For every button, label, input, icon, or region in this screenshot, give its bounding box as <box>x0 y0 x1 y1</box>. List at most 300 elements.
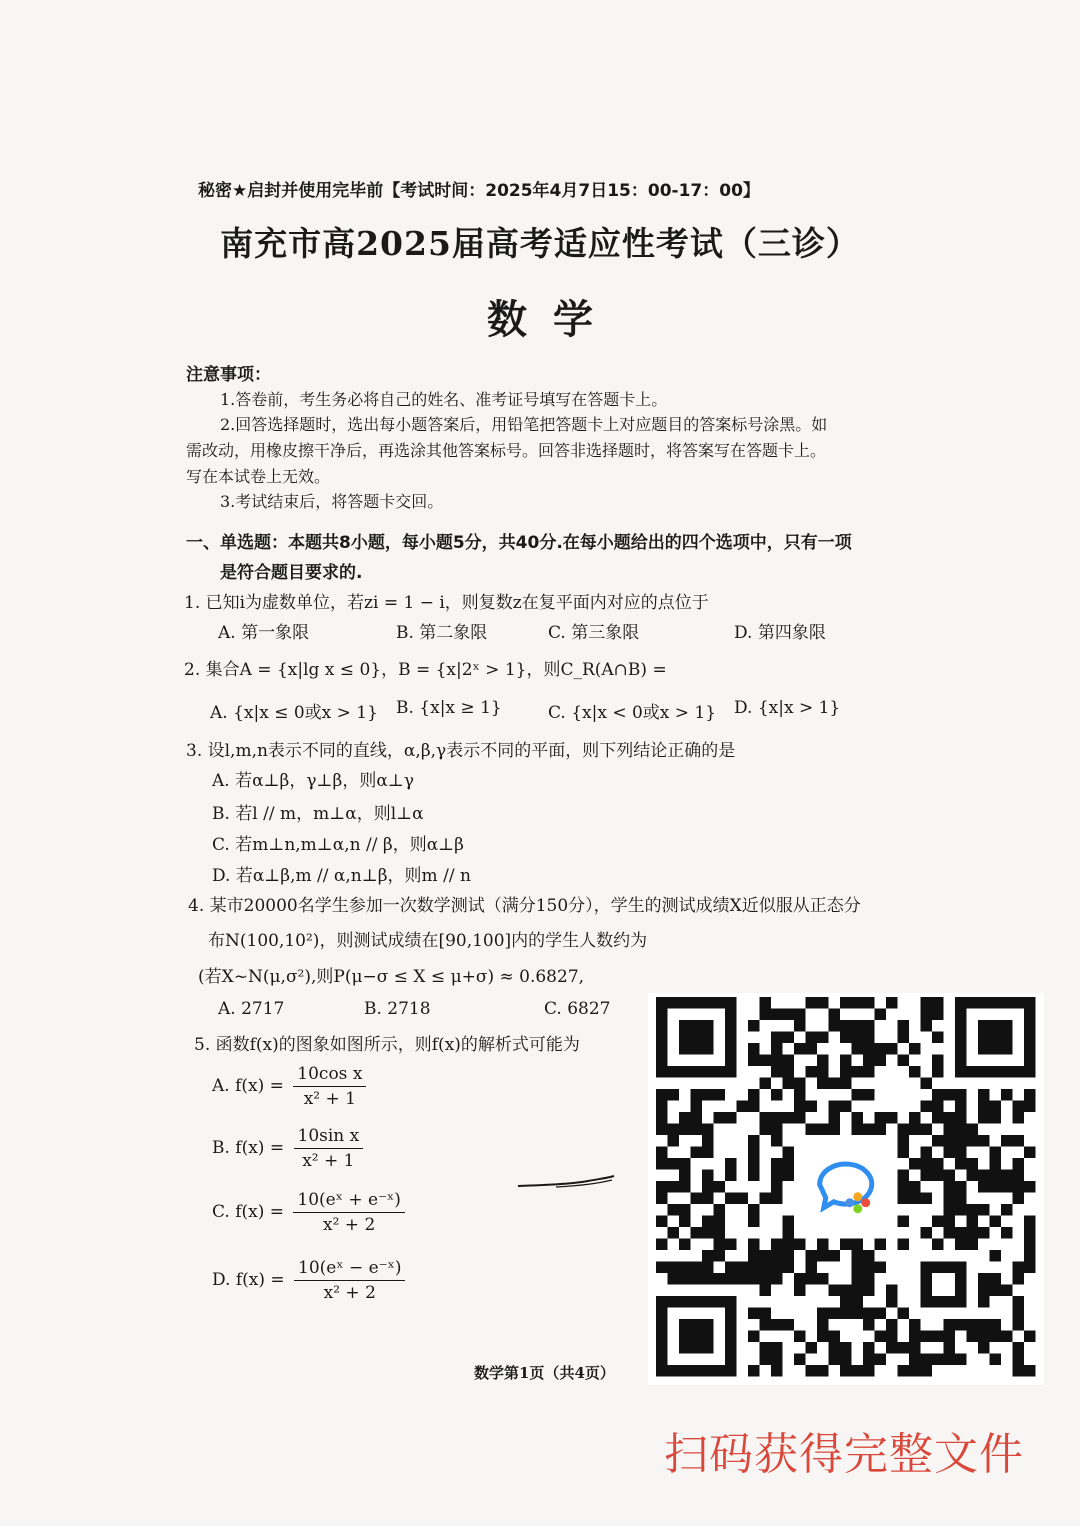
qr-module <box>1001 1170 1013 1182</box>
qr-module <box>1013 1296 1025 1308</box>
qr-module <box>1024 1331 1036 1343</box>
qr-module <box>702 1170 714 1182</box>
qr-module <box>1024 1262 1036 1274</box>
qr-module <box>840 1354 852 1366</box>
qr-module <box>771 1158 783 1170</box>
question-5-option-d-label: D. f(x) = <box>212 1270 285 1290</box>
qr-module <box>702 1089 714 1101</box>
qr-module <box>909 1158 921 1170</box>
qr-module <box>806 1043 818 1055</box>
qr-module <box>668 1227 680 1239</box>
qr-module <box>806 1250 818 1262</box>
qr-module <box>967 1319 979 1331</box>
qr-module <box>990 1250 1002 1262</box>
qr-module <box>955 1101 967 1113</box>
qr-module <box>852 1285 864 1297</box>
question-5-option-c-numerator: 10(eˣ + e⁻ˣ) <box>293 1190 404 1213</box>
qr-module <box>771 1009 783 1021</box>
qr-module <box>886 1043 898 1055</box>
qr-module <box>955 1193 967 1205</box>
qr-module <box>771 1124 783 1136</box>
qr-module <box>898 1239 910 1251</box>
qr-module <box>702 1262 714 1274</box>
question-5-option-a <box>212 1064 366 1109</box>
notice-item-2-line-3: 写在本试卷上无效。 <box>186 467 331 486</box>
qr-module <box>875 1009 887 1021</box>
qr-module <box>760 1112 772 1124</box>
qr-module <box>840 1285 852 1297</box>
qr-module <box>679 1216 691 1228</box>
qr-module <box>771 1089 783 1101</box>
qr-module <box>944 1181 956 1193</box>
qr-module <box>725 1262 737 1274</box>
qr-module <box>886 1285 898 1297</box>
qr-module <box>852 1250 864 1262</box>
question-3-option-b: B. 若l // m，m⊥α，则l⊥α <box>212 804 424 824</box>
qr-module <box>863 1066 875 1078</box>
qr-module <box>1001 1331 1013 1343</box>
qr-module <box>932 1055 944 1067</box>
qr-module <box>944 1204 956 1216</box>
qr-module <box>852 1089 864 1101</box>
qr-module <box>875 1262 887 1274</box>
qr-module <box>852 1262 864 1274</box>
qr-module <box>783 1319 795 1331</box>
qr-module <box>875 1354 887 1366</box>
qr-module <box>898 1181 910 1193</box>
qr-module <box>863 1273 875 1285</box>
qr-logo-background <box>800 1141 892 1233</box>
qr-module <box>748 1089 760 1101</box>
qr-module <box>921 1331 933 1343</box>
question-4-stem-line-2: 布N(100,10²)，则测试成绩在[90,100]内的学生人数约为 <box>208 931 648 951</box>
qr-module <box>875 1043 887 1055</box>
qr-module <box>944 1319 956 1331</box>
qr-finder-pattern <box>978 1020 1013 1055</box>
qr-module <box>771 1273 783 1285</box>
qr-module <box>656 1216 668 1228</box>
qr-module <box>794 1331 806 1343</box>
qr-module <box>909 1193 921 1205</box>
qr-module <box>863 1043 875 1055</box>
qr-module <box>748 1147 760 1159</box>
qr-module <box>1013 1112 1025 1124</box>
qr-module <box>760 1273 772 1285</box>
qr-module <box>829 1078 841 1090</box>
qr-module <box>863 1032 875 1044</box>
qr-module <box>771 1112 783 1124</box>
qr-module <box>817 1250 829 1262</box>
qr-module <box>714 1112 726 1124</box>
qr-module <box>863 1308 875 1320</box>
qr-module <box>1013 1262 1025 1274</box>
qr-module <box>898 1055 910 1067</box>
logo-dot <box>861 1198 870 1207</box>
qr-module <box>898 1124 910 1136</box>
qr-module <box>737 1101 749 1113</box>
qr-module <box>783 1239 795 1251</box>
qr-module <box>932 1135 944 1147</box>
qr-module <box>955 1147 967 1159</box>
qr-module <box>702 1147 714 1159</box>
qr-module <box>898 1342 910 1354</box>
qr-module <box>783 1216 795 1228</box>
qr-module <box>714 1239 726 1251</box>
qr-module <box>817 1124 829 1136</box>
qr-module <box>1024 1239 1036 1251</box>
qr-module <box>932 1112 944 1124</box>
qr-module <box>771 1262 783 1274</box>
qr-module <box>944 1331 956 1343</box>
qr-module <box>771 1193 783 1205</box>
qr-module <box>944 1170 956 1182</box>
qr-module <box>921 1170 933 1182</box>
qr-module <box>1024 1147 1036 1159</box>
qr-module <box>794 1273 806 1285</box>
qr-module <box>990 1216 1002 1228</box>
qr-module <box>714 1227 726 1239</box>
qr-module <box>852 1239 864 1251</box>
qr-module <box>783 1055 795 1067</box>
qr-module <box>817 1055 829 1067</box>
qr-module <box>955 1319 967 1331</box>
qr-module <box>875 1112 887 1124</box>
qr-module <box>1013 1319 1025 1331</box>
qr-module <box>794 1020 806 1032</box>
qr-module <box>955 1354 967 1366</box>
qr-module <box>783 1009 795 1021</box>
qr-module <box>748 1204 760 1216</box>
qr-module <box>978 1296 990 1308</box>
qr-module <box>932 1331 944 1343</box>
question-1-option-c: C. 第三象限 <box>548 623 640 643</box>
qr-module <box>794 1009 806 1021</box>
qr-module <box>863 1020 875 1032</box>
qr-module <box>863 1089 875 1101</box>
qr-module <box>829 1285 841 1297</box>
qr-module <box>898 1020 910 1032</box>
qr-module <box>921 1020 933 1032</box>
qr-module <box>909 1342 921 1354</box>
qr-module <box>771 1342 783 1354</box>
qr-module <box>714 1089 726 1101</box>
qr-module <box>748 1273 760 1285</box>
qr-module <box>1001 1204 1013 1216</box>
qr-module <box>702 1250 714 1262</box>
qr-module <box>863 1262 875 1274</box>
question-5-option-b-denominator: x² + 1 <box>302 1151 355 1171</box>
qr-module <box>806 1342 818 1354</box>
qr-module <box>852 1365 864 1377</box>
qr-module <box>955 1227 967 1239</box>
qr-module <box>829 1331 841 1343</box>
qr-module <box>852 1308 864 1320</box>
qr-module <box>817 1239 829 1251</box>
qr-module <box>978 1170 990 1182</box>
question-5-option-a-denominator: x² + 1 <box>303 1089 356 1109</box>
qr-module <box>656 1262 668 1274</box>
question-5-option-d-numerator: 10(eˣ − e⁻ˣ) <box>294 1258 405 1281</box>
qr-module <box>1013 1342 1025 1354</box>
qr-module <box>668 1273 680 1285</box>
qr-module <box>932 1032 944 1044</box>
qr-module <box>668 1204 680 1216</box>
qr-module <box>875 1055 887 1067</box>
qr-module <box>932 1158 944 1170</box>
qr-module <box>794 1043 806 1055</box>
qr-module <box>898 1365 910 1377</box>
qr-module <box>932 1216 944 1228</box>
qr-module <box>967 1239 979 1251</box>
qr-module <box>898 1170 910 1182</box>
question-5-option-b-label: B. f(x) = <box>212 1138 285 1158</box>
qr-module <box>932 1009 944 1021</box>
qr-module <box>1013 1170 1025 1182</box>
qr-module <box>852 1043 864 1055</box>
subject-title: 数学 <box>487 296 619 343</box>
qr-module <box>771 1170 783 1182</box>
qr-module <box>656 1089 668 1101</box>
qr-module <box>656 1239 668 1251</box>
question-5-option-a-fraction <box>293 1064 366 1109</box>
qr-module <box>668 1124 680 1136</box>
qr-code[interactable] <box>648 993 1044 1385</box>
qr-module <box>702 1135 714 1147</box>
qr-module <box>921 1365 933 1377</box>
logo-dot <box>853 1204 862 1213</box>
qr-module <box>886 997 898 1009</box>
qr-module <box>944 1227 956 1239</box>
qr-module <box>886 1296 898 1308</box>
qr-module <box>955 1181 967 1193</box>
qr-module <box>760 1262 772 1274</box>
qr-module <box>909 1354 921 1366</box>
qr-module <box>806 1365 818 1377</box>
qr-module <box>990 1147 1002 1159</box>
qr-module <box>737 1193 749 1205</box>
qr-module <box>668 1262 680 1274</box>
qr-module <box>1013 1193 1025 1205</box>
qr-module <box>748 1055 760 1067</box>
qr-module <box>932 1239 944 1251</box>
qr-module <box>668 1135 680 1147</box>
qr-module <box>806 1032 818 1044</box>
question-4-stem-line-3: (若X~N(μ,σ²),则P(μ−σ ≤ X ≤ μ+σ) ≈ 0.6827, <box>198 967 585 987</box>
qr-module <box>668 1158 680 1170</box>
scan-cta-text: 扫码获得完整文件 <box>664 1429 1024 1480</box>
question-5-option-c <box>212 1190 405 1235</box>
qr-module <box>748 1308 760 1320</box>
qr-module <box>886 1112 898 1124</box>
qr-module <box>852 1032 864 1044</box>
logo-dot <box>853 1192 862 1201</box>
question-5-option-d <box>212 1258 405 1303</box>
qr-finder-pattern <box>932 1273 955 1296</box>
function-graph-fragment <box>516 1170 616 1194</box>
qr-module <box>944 1112 956 1124</box>
qr-module <box>748 1239 760 1251</box>
qr-module <box>656 1101 668 1113</box>
question-2-option-b: B. {x|x ≥ 1} <box>396 698 502 718</box>
qr-module <box>944 1135 956 1147</box>
question-3-option-a: A. 若α⊥β，γ⊥β，则α⊥γ <box>212 771 414 791</box>
qr-module <box>886 1331 898 1343</box>
qr-module <box>817 1331 829 1343</box>
qr-code-icon[interactable] <box>648 993 1044 1385</box>
qr-module <box>702 1193 714 1205</box>
qr-module <box>829 1354 841 1366</box>
qr-module <box>898 1135 910 1147</box>
qr-finder-pattern <box>679 1020 714 1055</box>
qr-module <box>656 1193 668 1205</box>
question-5-option-a-numerator: 10cos x <box>293 1064 366 1087</box>
question-5-option-b <box>212 1126 363 1171</box>
qr-module <box>806 1262 818 1274</box>
qr-module <box>978 1227 990 1239</box>
qr-module <box>840 1101 852 1113</box>
qr-module <box>944 1342 956 1354</box>
question-1-option-d: D. 第四象限 <box>734 623 826 643</box>
qr-module <box>932 1089 944 1101</box>
qr-module <box>714 1273 726 1285</box>
qr-module <box>921 1193 933 1205</box>
qr-module <box>725 1273 737 1285</box>
question-5-option-d-denominator: x² + 2 <box>323 1283 376 1303</box>
qr-module <box>990 1285 1002 1297</box>
qr-module <box>691 1262 703 1274</box>
qr-module <box>817 1032 829 1044</box>
qr-module <box>737 1273 749 1285</box>
qr-module <box>783 1170 795 1182</box>
qr-module <box>1013 1365 1025 1377</box>
qr-module <box>771 1319 783 1331</box>
qr-module <box>656 1158 668 1170</box>
qr-module <box>898 1147 910 1159</box>
qr-module <box>794 1101 806 1113</box>
qr-module <box>875 1308 887 1320</box>
qr-module <box>702 1273 714 1285</box>
qr-module <box>691 1124 703 1136</box>
qr-module <box>1024 1089 1036 1101</box>
qr-module <box>771 1250 783 1262</box>
qr-module <box>978 1273 990 1285</box>
qr-module <box>725 1239 737 1251</box>
qr-module <box>771 1135 783 1147</box>
qr-module <box>863 1342 875 1354</box>
qr-module <box>714 1204 726 1216</box>
qr-module <box>794 1354 806 1366</box>
question-2-option-a: A. {x|x ≤ 0或x > 1} <box>210 703 378 723</box>
qr-module <box>944 1089 956 1101</box>
qr-module <box>840 1032 852 1044</box>
qr-module <box>955 1089 967 1101</box>
qr-module <box>978 1319 990 1331</box>
qr-module <box>840 1342 852 1354</box>
qr-module <box>990 1354 1002 1366</box>
notice-item-1: 1.答卷前，考生务必将自己的姓名、准考证号填写在答题卡上。 <box>220 390 668 409</box>
qr-module <box>679 1181 691 1193</box>
qr-module <box>909 1181 921 1193</box>
qr-module <box>1013 1101 1025 1113</box>
qr-module <box>852 1273 864 1285</box>
qr-module <box>944 1124 956 1136</box>
qr-module <box>679 1239 691 1251</box>
qr-module <box>921 1227 933 1239</box>
qr-module <box>840 1020 852 1032</box>
qr-module <box>863 1319 875 1331</box>
qr-module <box>829 1112 841 1124</box>
qr-module <box>760 1009 772 1021</box>
qr-module <box>909 1043 921 1055</box>
qr-module <box>909 1124 921 1136</box>
qr-module <box>967 1158 979 1170</box>
qr-module <box>794 1112 806 1124</box>
qr-module <box>921 1078 933 1090</box>
qr-module <box>898 1216 910 1228</box>
qr-module <box>921 1147 933 1159</box>
qr-module <box>921 1009 933 1021</box>
qr-finder-pattern <box>679 1319 714 1354</box>
qr-module <box>1013 1308 1025 1320</box>
question-5-stem: 5. 函数f(x)的图象如图所示，则f(x)的解析式可能为 <box>194 1035 580 1055</box>
qr-module <box>725 1112 737 1124</box>
qr-module <box>817 1078 829 1090</box>
qr-module <box>748 1250 760 1262</box>
qr-module <box>783 1078 795 1090</box>
qr-module <box>806 1066 818 1078</box>
qr-module <box>806 1101 818 1113</box>
qr-module <box>771 1365 783 1377</box>
qr-module <box>1001 1227 1013 1239</box>
confidential-line: 秘密★启封并使用完毕前【考试时间：2025年4月7日15：00-17：00】 <box>198 181 760 201</box>
qr-module <box>748 1262 760 1274</box>
qr-module <box>829 1020 841 1032</box>
notice-item-3: 3.考试结束后，将答题卡交回。 <box>220 492 444 511</box>
exam-title: 南充市高2025届高考适应性考试（三诊） <box>220 224 860 263</box>
qr-module <box>944 1147 956 1159</box>
qr-module <box>691 1112 703 1124</box>
qr-module <box>978 1181 990 1193</box>
qr-module <box>909 1331 921 1343</box>
qr-module <box>794 1078 806 1090</box>
qr-module <box>760 1285 772 1297</box>
qr-module <box>909 1365 921 1377</box>
section-1-heading: 一、单选题：本题共8小题，每小题5分，共40分.在每小题给出的四个选项中，只有一项 <box>186 533 852 553</box>
qr-module <box>760 1308 772 1320</box>
qr-module <box>944 1354 956 1366</box>
qr-module <box>656 1181 668 1193</box>
qr-module <box>909 1112 921 1124</box>
qr-module <box>760 1354 772 1366</box>
qr-module <box>990 1158 1002 1170</box>
qr-module <box>990 1181 1002 1193</box>
question-4-option-b: B. 2718 <box>364 999 431 1019</box>
qr-module <box>909 1066 921 1078</box>
qr-module <box>794 1239 806 1251</box>
qr-module <box>1001 1089 1013 1101</box>
section-1-heading-cont: 是符合题目要求的. <box>220 563 363 583</box>
qr-module <box>817 1365 829 1377</box>
question-2-option-c: C. {x|x < 0或x > 1} <box>548 703 717 723</box>
qr-module <box>978 1342 990 1354</box>
qr-module <box>863 1354 875 1366</box>
qr-module <box>794 1089 806 1101</box>
qr-module <box>829 1342 841 1354</box>
qr-module <box>1013 1158 1025 1170</box>
qr-module <box>932 1101 944 1113</box>
qr-module <box>702 1216 714 1228</box>
qr-module <box>978 1089 990 1101</box>
